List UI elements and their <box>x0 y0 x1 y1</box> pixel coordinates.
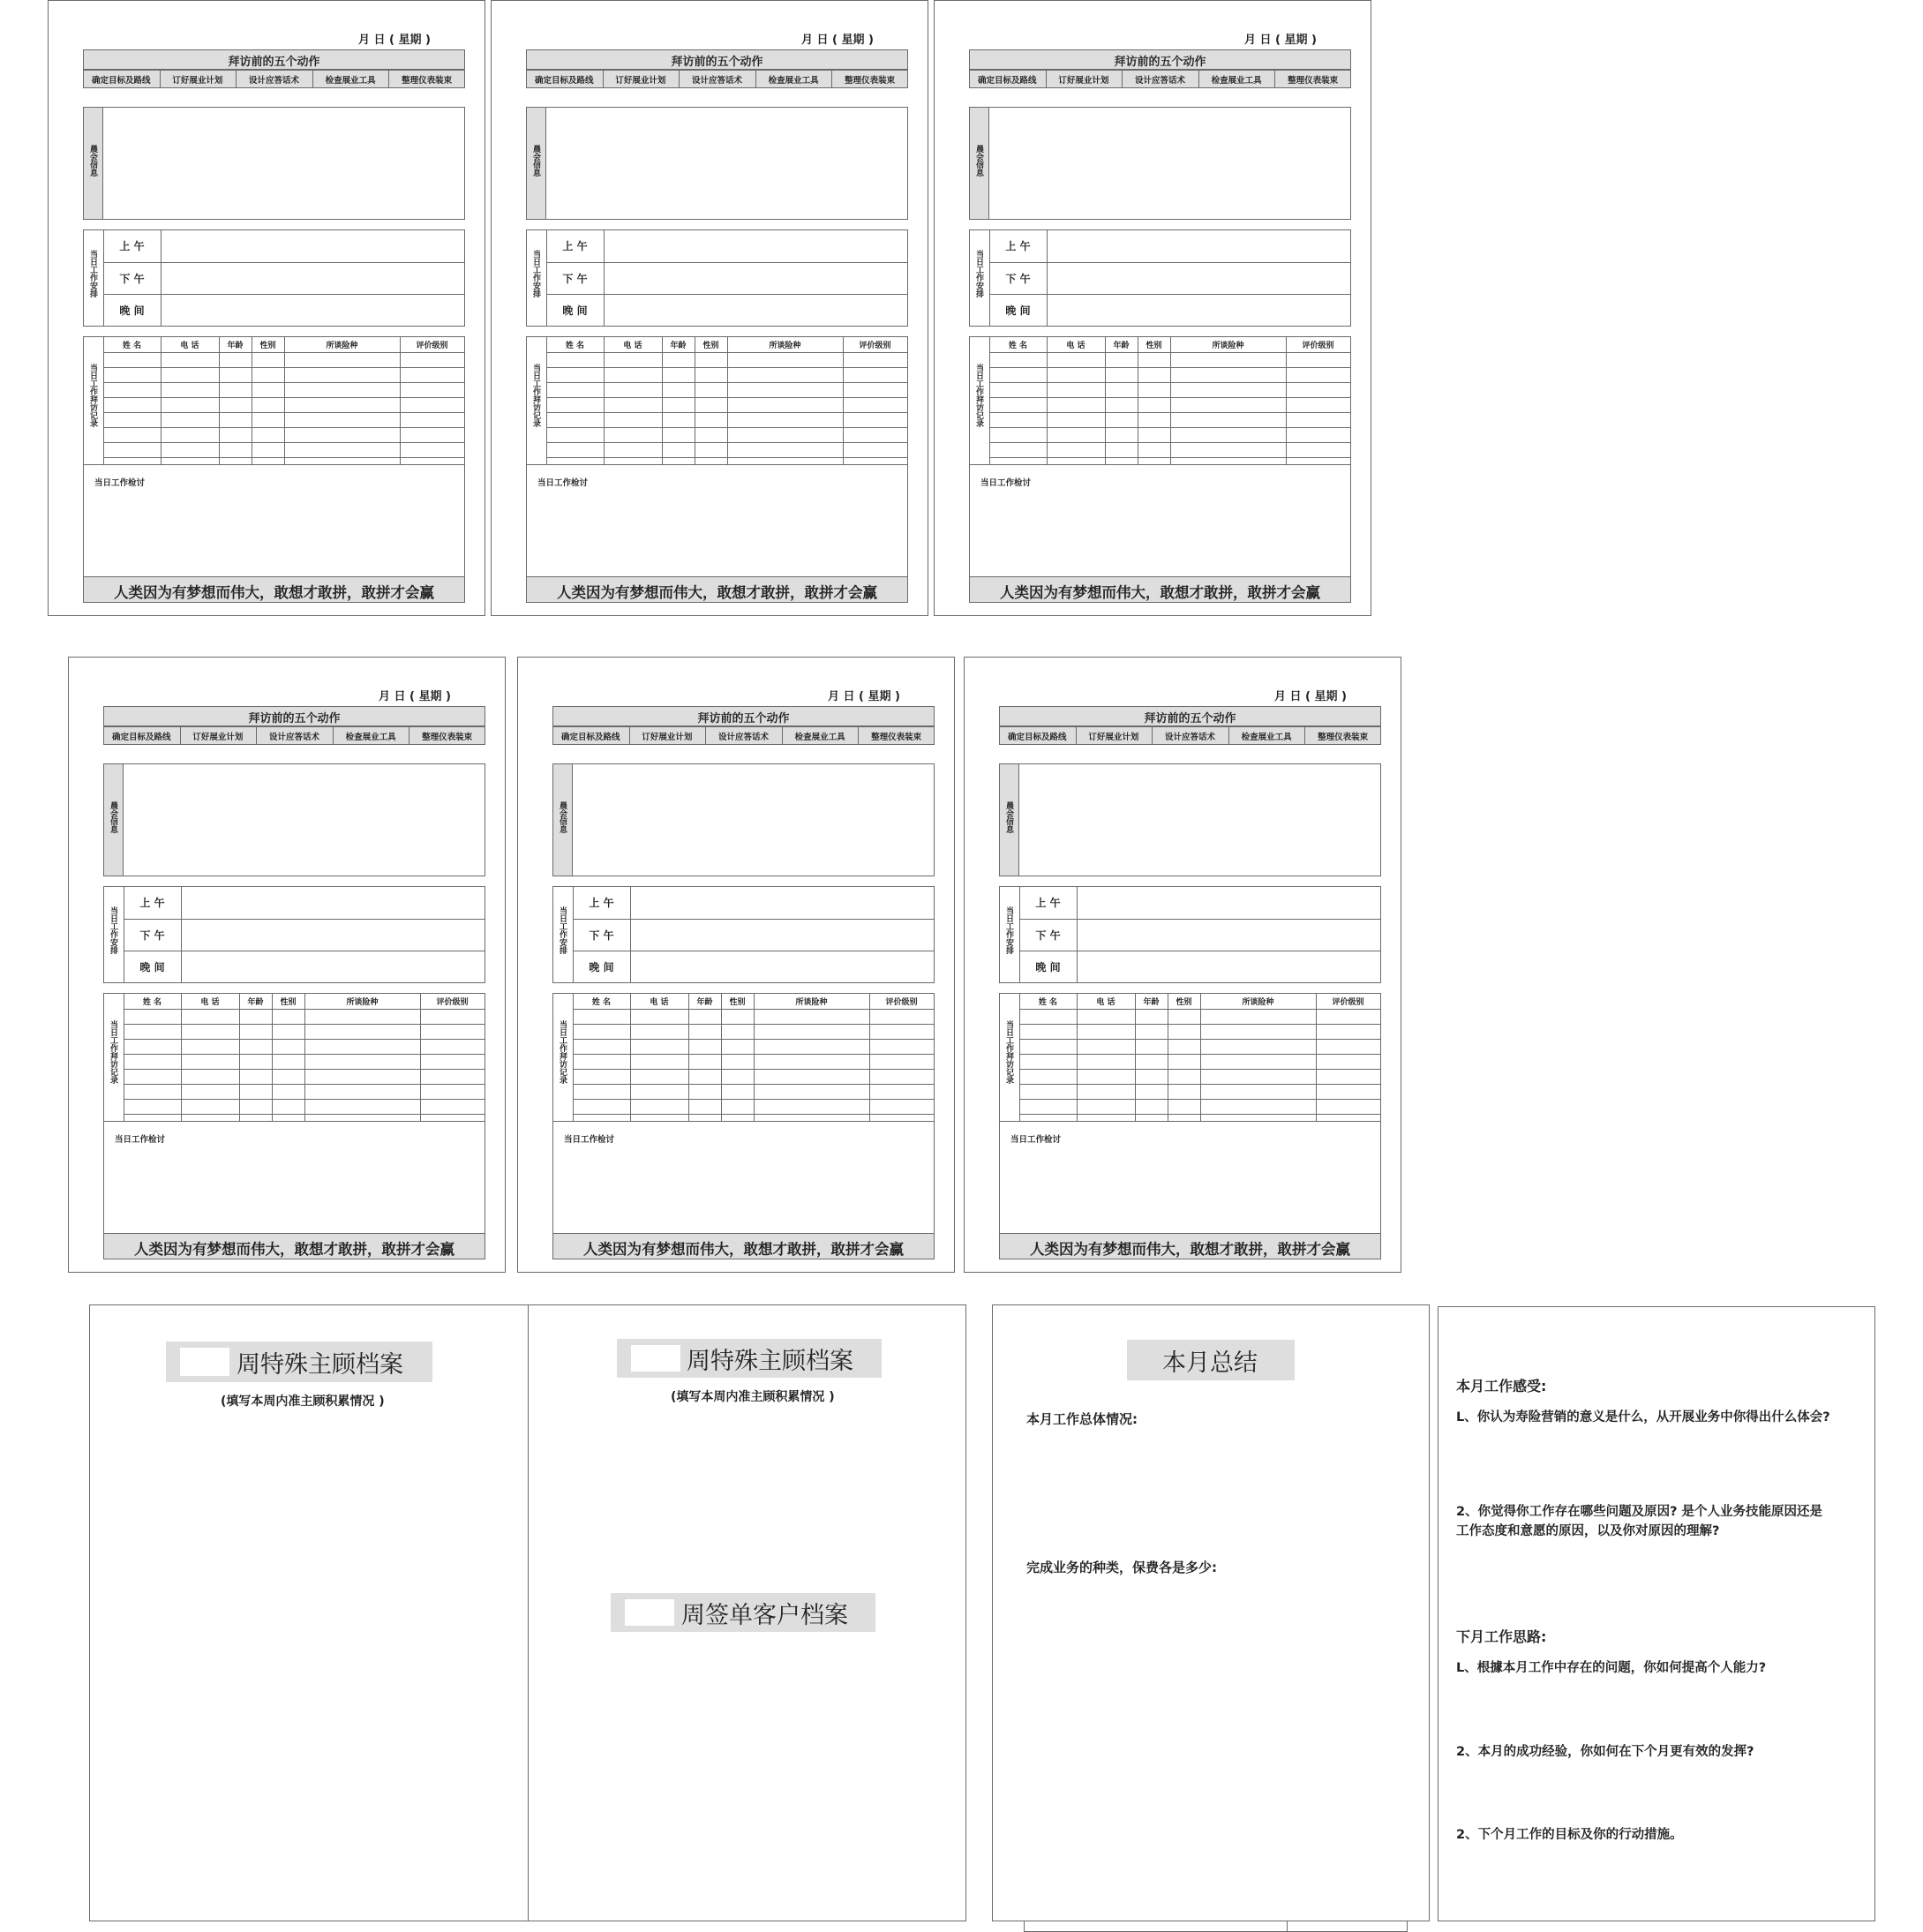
daily-sheet-1-visit-col-line <box>284 336 285 464</box>
daily-sheet-2-visit-header: 性别 <box>702 342 719 350</box>
daily-sheet-2-visit-label: 当日工作拜访记录 <box>531 364 540 427</box>
daily-sheet-5-period: 上 午 <box>589 897 614 909</box>
daily-sheet-2-visit-col-line <box>662 336 663 464</box>
monthly-title: 本月总结 <box>1162 1349 1258 1377</box>
daily-sheet-6-schedule-label: 当日工作安排 <box>1004 906 1013 954</box>
daily-sheet-3-action: 检查展业工具 <box>1211 76 1262 86</box>
daily-sheet-3-visit-header: 电 话 <box>1066 342 1085 350</box>
daily-sheet-2-header-title-text: 拜访前的五个动作 <box>671 56 763 69</box>
daily-sheet-1-visit-header: 性别 <box>259 342 276 350</box>
daily-sheet-1-action: 检查展业工具 <box>325 76 376 86</box>
daily-sheet-5-action: 设计应答话术 <box>717 733 769 742</box>
daily-sheet-2-period: 上 午 <box>562 240 588 252</box>
daily-sheet-2-visit-header: 所谈险种 <box>769 342 801 350</box>
daily-sheet-5-visit-label: 当日工作拜访记录 <box>558 1020 567 1084</box>
daily-sheet-3-morning-meeting-label: 晨会信息 <box>974 145 983 177</box>
next-1: L、根據本月工作中存在的问题，你如何提高个人能力? <box>1456 1661 1767 1675</box>
daily-sheet-3-schedule-period-line <box>1047 229 1048 327</box>
daily-sheet-5-action: 确定目标及路线 <box>561 733 620 742</box>
daily-sheet-6-visit-label: 当日工作拜访记录 <box>1004 1020 1013 1084</box>
daily-sheet-6-action: 检查展业工具 <box>1241 733 1292 742</box>
daily-sheet-5-visit-col-line <box>688 993 689 1121</box>
daily-sheet-2-morning-meeting-label: 晨会信息 <box>531 145 540 177</box>
daily-sheet-4-visit-col-line <box>272 993 273 1121</box>
daily-sheet-1-visit-header: 所谈险种 <box>326 342 358 350</box>
weekly-title-2: 周特殊主顾档案 <box>687 1348 853 1375</box>
daily-sheet-5-visit-bottom-line <box>552 1121 935 1122</box>
daily-sheet-2-visit-bottom-line <box>526 464 908 465</box>
monthly-business-label: 完成业务的种类，保费各是多少: <box>1026 1560 1218 1575</box>
daily-sheet-1-morning-meeting-box <box>83 107 465 220</box>
daily-sheet-2-visit-header: 电 话 <box>623 342 642 350</box>
daily-sheet-3-period: 上 午 <box>1005 240 1031 252</box>
daily-sheet-3-visit-header: 年龄 <box>1113 342 1130 350</box>
daily-sheet-2-morning-meeting-box <box>526 107 908 220</box>
daily-sheet-4-visit-col-line <box>181 993 182 1121</box>
daily-sheet-4-visit-col-line <box>239 993 240 1121</box>
weekly-page-fold <box>528 1304 529 1921</box>
daily-sheet-1-morning-meeting-label: 晨会信息 <box>88 145 97 177</box>
daily-sheet-3-visit-box <box>969 336 1351 603</box>
weekly-title: 周特殊主顾档案 <box>237 1351 403 1379</box>
daily-sheet-4-visit-col-line <box>304 993 305 1121</box>
daily-sheet-4-visit-header: 电 话 <box>200 998 220 1007</box>
daily-sheet-1-visit-header: 年龄 <box>227 342 244 350</box>
daily-sheet-6-action: 设计应答话术 <box>1164 733 1215 742</box>
weekly-title-blank <box>180 1348 229 1376</box>
daily-sheet-1-action: 确定目标及路线 <box>92 76 151 86</box>
daily-sheet-6-visit-bottom-line <box>999 1121 1381 1122</box>
daily-sheet-4-schedule-period-line <box>181 886 182 983</box>
daily-sheet-6-period: 晚 间 <box>1035 961 1061 974</box>
daily-sheet-5-date: 月 日 ( 星期 ) <box>828 690 900 703</box>
daily-sheet-4-period: 下 午 <box>139 928 165 942</box>
daily-sheet-2-period: 晚 间 <box>562 304 588 318</box>
daily-sheet-6-visit-header: 评价级别 <box>1332 998 1364 1007</box>
daily-sheet-3-visit-header: 姓 名 <box>1008 342 1028 350</box>
daily-sheet-2-action: 确定目标及路线 <box>535 76 594 86</box>
daily-sheet-4-review-label: 当日工作检讨 <box>115 1135 166 1145</box>
daily-sheet-1-review-label: 当日工作检讨 <box>94 478 146 488</box>
daily-sheet-6-visit-col-line <box>1077 993 1078 1121</box>
daily-sheet-1-visit-side-line <box>103 336 104 464</box>
daily-sheet-1-schedule-period-line <box>161 229 162 327</box>
daily-sheet-5-header-title-text: 拜访前的五个动作 <box>697 712 790 725</box>
daily-sheet-1-visit-label: 当日工作拜访记录 <box>88 364 97 427</box>
daily-sheet-2-visit-col-line <box>604 336 605 464</box>
daily-sheet-3-visit-col-line <box>1105 336 1106 464</box>
daily-sheet-6-visit-header: 电 话 <box>1096 998 1115 1007</box>
daily-sheet-5-schedule-period-line <box>630 886 631 983</box>
daily-sheet-6-date: 月 日 ( 星期 ) <box>1274 690 1347 703</box>
daily-sheet-5-schedule-label: 当日工作安排 <box>558 906 567 954</box>
daily-sheet-5-action: 检查展业工具 <box>794 733 845 742</box>
daily-sheet-2-schedule-row-line <box>546 294 908 295</box>
daily-sheet-1-action: 整理仪表装束 <box>402 76 453 86</box>
daily-sheet-5-review-label: 当日工作检讨 <box>564 1135 615 1145</box>
daily-sheet-3-visit-col-line <box>1170 336 1171 464</box>
daily-sheet-3-action: 确定目标及路线 <box>978 76 1037 86</box>
weekly-subtitle: (填写本周内准主顾积累情况 ) <box>221 1394 385 1409</box>
daily-sheet-2-review-label: 当日工作检讨 <box>537 478 589 488</box>
daily-sheet-1-period: 下 午 <box>119 272 145 285</box>
daily-sheet-3-period: 下 午 <box>1005 272 1031 285</box>
daily-sheet-6-visit-col-line <box>1316 993 1317 1121</box>
daily-sheet-2-visit-col-line <box>843 336 844 464</box>
daily-sheet-4-action: 设计应答话术 <box>268 733 319 742</box>
daily-sheet-5-visit-header: 所谈险种 <box>795 998 828 1007</box>
daily-sheet-6-period: 上 午 <box>1035 897 1061 909</box>
daily-sheet-2-visit-col-line <box>727 336 728 464</box>
daily-sheet-4-visit-label: 当日工作拜访记录 <box>109 1020 117 1084</box>
daily-sheet-3-date: 月 日 ( 星期 ) <box>1244 34 1317 47</box>
daily-sheet-3-action: 整理仪表装束 <box>1288 76 1339 86</box>
daily-sheet-1-visit-header: 电 话 <box>180 342 199 350</box>
feelings-heading: 本月工作感受: <box>1456 1378 1547 1394</box>
daily-sheet-5-action: 订好展业计划 <box>642 733 693 742</box>
monthly-summary-page <box>992 1304 1430 1921</box>
daily-sheet-4-schedule-row-line <box>124 919 485 920</box>
daily-sheet-6-morning-meeting-box <box>999 763 1381 876</box>
daily-sheet-2-action: 整理仪表装束 <box>845 76 896 86</box>
daily-sheet-4-visit-header: 所谈险种 <box>346 998 379 1007</box>
daily-sheet-3-schedule-row-line <box>989 294 1351 295</box>
daily-sheet-6-visit-col-line <box>1200 993 1201 1121</box>
daily-sheet-2-schedule-row-line <box>546 262 908 263</box>
daily-sheet-5-morning-meeting-label: 晨会信息 <box>558 801 567 833</box>
daily-sheet-4-schedule-label: 当日工作安排 <box>109 906 117 954</box>
daily-sheet-5-visit-col-line <box>754 993 755 1121</box>
daily-sheet-4-period: 上 午 <box>139 897 165 909</box>
daily-sheet-4-motto: 人类因为有梦想而伟大，敢想才敢拼，敢拼才会赢 <box>134 1241 454 1258</box>
daily-sheet-1-action: 订好展业计划 <box>172 76 223 86</box>
daily-sheet-1-visit-col-line <box>219 336 220 464</box>
daily-sheet-3-motto: 人类因为有梦想而伟大，敢想才敢拼，敢拼才会赢 <box>1000 584 1320 601</box>
daily-sheet-3-action: 订好展业计划 <box>1058 76 1109 86</box>
daily-sheet-1-schedule-label: 当日工作安排 <box>88 250 97 297</box>
daily-sheet-6-motto: 人类因为有梦想而伟大，敢想才敢拼，敢拼才会赢 <box>1030 1241 1350 1258</box>
daily-sheet-4-visit-bottom-line <box>103 1121 485 1122</box>
daily-sheet-4-visit-header: 评价级别 <box>436 998 469 1007</box>
daily-sheet-2-action: 设计应答话术 <box>691 76 742 86</box>
daily-sheet-1-visit-box <box>83 336 465 603</box>
daily-sheet-1-schedule-row-line <box>103 262 465 263</box>
daily-sheet-3-period: 晚 间 <box>1005 304 1031 318</box>
weekly-title-blank-2 <box>631 1345 680 1372</box>
daily-sheet-6-visit-side-line <box>1019 993 1020 1121</box>
daily-sheet-2-visit-header: 姓 名 <box>565 342 585 350</box>
next-3: 2、下个月工作的目标及你的行动措施。 <box>1456 1828 1683 1842</box>
daily-sheet-2-visit-header: 年龄 <box>670 342 687 350</box>
daily-sheet-5-morning-meeting-box <box>552 763 935 876</box>
daily-sheet-5-visit-header: 姓 名 <box>591 998 612 1007</box>
daily-sheet-1-visit-bottom-line <box>83 464 465 465</box>
daily-sheet-3-morning-meeting-box <box>969 107 1351 220</box>
question-1: L、你认为寿险营销的意义是什么，从开展业务中你得出什么体会? <box>1456 1410 1830 1425</box>
daily-sheet-5-visit-header: 评价级别 <box>885 998 918 1007</box>
daily-sheet-1-visit-col-line <box>400 336 401 464</box>
daily-sheet-3-review-label: 当日工作检讨 <box>980 478 1032 488</box>
daily-sheet-3-schedule-label: 当日工作安排 <box>974 250 983 297</box>
daily-sheet-5-visit-col-line <box>721 993 722 1121</box>
daily-sheet-1-period: 上 午 <box>119 240 145 252</box>
daily-sheet-4-action: 检查展业工具 <box>345 733 396 742</box>
daily-sheet-6-visit-box <box>999 993 1381 1259</box>
daily-sheet-4-date: 月 日 ( 星期 ) <box>379 690 451 703</box>
daily-sheet-4-action: 订好展业计划 <box>192 733 244 742</box>
daily-sheet-6-schedule-period-line <box>1077 886 1078 983</box>
daily-sheet-4-visit-box <box>103 993 485 1259</box>
daily-sheet-5-schedule-row-line <box>573 919 935 920</box>
daily-sheet-5-visit-header: 电 话 <box>650 998 669 1007</box>
daily-sheet-4-morning-meeting-label: 晨会信息 <box>109 801 117 833</box>
daily-sheet-6-period: 下 午 <box>1035 928 1061 942</box>
daily-sheet-6-visit-header: 所谈险种 <box>1242 998 1274 1007</box>
question-2b: 工作态度和意愿的原因，以及你对原因的理解? <box>1456 1524 1720 1538</box>
daily-sheet-3-visit-header: 所谈险种 <box>1212 342 1244 350</box>
daily-sheet-4-visit-header: 性别 <box>280 998 297 1007</box>
daily-sheet-1-schedule-row-line <box>103 294 465 295</box>
daily-sheet-3-visit-header: 性别 <box>1146 342 1162 350</box>
daily-sheet-1-visit-col-line <box>161 336 162 464</box>
daily-sheet-4-morning-meeting-box <box>103 763 485 876</box>
daily-sheet-6-action: 确定目标及路线 <box>1008 733 1067 742</box>
daily-sheet-6-action: 订好展业计划 <box>1088 733 1139 742</box>
daily-sheet-4-header-title-text: 拜访前的五个动作 <box>248 712 341 725</box>
daily-sheet-4-period: 晚 间 <box>139 961 165 974</box>
daily-sheet-4-action: 确定目标及路线 <box>112 733 171 742</box>
daily-sheet-6-schedule-row-line <box>1019 919 1381 920</box>
signed-title: 周签单客户档案 <box>681 1602 848 1629</box>
daily-sheet-5-action: 整理仪表装束 <box>871 733 922 742</box>
daily-sheet-3-header-title-text: 拜访前的五个动作 <box>1114 56 1206 69</box>
daily-sheet-3-visit-header: 评价级别 <box>1302 342 1334 350</box>
daily-sheet-2-schedule-label: 当日工作安排 <box>531 250 540 297</box>
daily-sheet-3-visit-side-line <box>989 336 990 464</box>
daily-sheet-3-schedule-row-line <box>989 262 1351 263</box>
daily-sheet-3-visit-label: 当日工作拜访记录 <box>974 364 983 427</box>
daily-sheet-6-review-label: 当日工作检讨 <box>1010 1135 1062 1145</box>
daily-sheet-1-date: 月 日 ( 星期 ) <box>358 34 431 47</box>
daily-sheet-1-header-title-text: 拜访前的五个动作 <box>228 56 320 69</box>
daily-sheet-2-action: 订好展业计划 <box>615 76 666 86</box>
daily-sheet-4-visit-header: 姓 名 <box>142 998 162 1007</box>
signed-title-blank <box>625 1599 674 1626</box>
daily-sheet-5-visit-side-line <box>573 993 574 1121</box>
daily-sheet-2-visit-box <box>526 336 908 603</box>
weekly-subtitle-2: (填写本周内准主顾积累情况 ) <box>671 1390 835 1404</box>
daily-sheet-6-visit-header: 年龄 <box>1143 998 1160 1007</box>
monthly-overview-label: 本月工作总体情况: <box>1026 1411 1138 1427</box>
daily-sheet-6-visit-col-line <box>1135 993 1136 1121</box>
daily-sheet-4-visit-header: 年龄 <box>247 998 264 1007</box>
daily-sheet-2-visit-side-line <box>546 336 547 464</box>
daily-sheet-1-motto: 人类因为有梦想而伟大，敢想才敢拼，敢拼才会赢 <box>114 584 434 601</box>
daily-sheet-5-visit-header: 年龄 <box>696 998 713 1007</box>
daily-sheet-3-action: 设计应答话术 <box>1134 76 1185 86</box>
daily-sheet-3-visit-bottom-line <box>969 464 1351 465</box>
daily-sheet-2-action: 检查展业工具 <box>768 76 819 86</box>
daily-sheet-4-visit-col-line <box>420 993 421 1121</box>
daily-sheet-2-period: 下 午 <box>562 272 588 285</box>
daily-sheet-2-schedule-period-line <box>604 229 605 327</box>
daily-sheet-5-period: 下 午 <box>589 928 614 942</box>
daily-sheet-5-period: 晚 间 <box>589 961 614 974</box>
daily-sheet-6-visit-header: 性别 <box>1176 998 1192 1007</box>
daily-sheet-5-visit-col-line <box>630 993 631 1121</box>
daily-sheet-4-action: 整理仪表装束 <box>422 733 473 742</box>
daily-sheet-3-visit-col-line <box>1047 336 1048 464</box>
daily-sheet-1-visit-header: 姓 名 <box>122 342 142 350</box>
daily-sheet-3-visit-col-line <box>1286 336 1287 464</box>
daily-sheet-6-visit-header: 姓 名 <box>1038 998 1058 1007</box>
daily-sheet-2-motto: 人类因为有梦想而伟大，敢想才敢拼，敢拼才会赢 <box>557 584 877 601</box>
daily-sheet-5-visit-header: 性别 <box>729 998 746 1007</box>
daily-sheet-6-action: 整理仪表装束 <box>1318 733 1369 742</box>
daily-sheet-6-morning-meeting-label: 晨会信息 <box>1004 801 1013 833</box>
daily-sheet-5-motto: 人类因为有梦想而伟大，敢想才敢拼，敢拼才会赢 <box>583 1241 904 1258</box>
next-heading: 下月工作思路: <box>1456 1628 1547 1645</box>
daily-sheet-2-visit-header: 评价级别 <box>859 342 891 350</box>
next-2: 2、本月的成功经验，你如何在下个月更有效的发挥? <box>1456 1745 1754 1759</box>
daily-sheet-5-visit-col-line <box>869 993 870 1121</box>
daily-sheet-2-date: 月 日 ( 星期 ) <box>801 34 874 47</box>
question-2a: 2、你觉得你工作存在哪些问题及原因? 是个人业务技能原因还是 <box>1456 1505 1823 1519</box>
daily-sheet-1-visit-header: 评价级别 <box>416 342 448 350</box>
daily-sheet-1-action: 设计应答话术 <box>248 76 299 86</box>
daily-sheet-1-period: 晚 间 <box>119 304 145 318</box>
daily-sheet-5-visit-box <box>552 993 935 1259</box>
daily-sheet-6-header-title-text: 拜访前的五个动作 <box>1144 712 1236 725</box>
